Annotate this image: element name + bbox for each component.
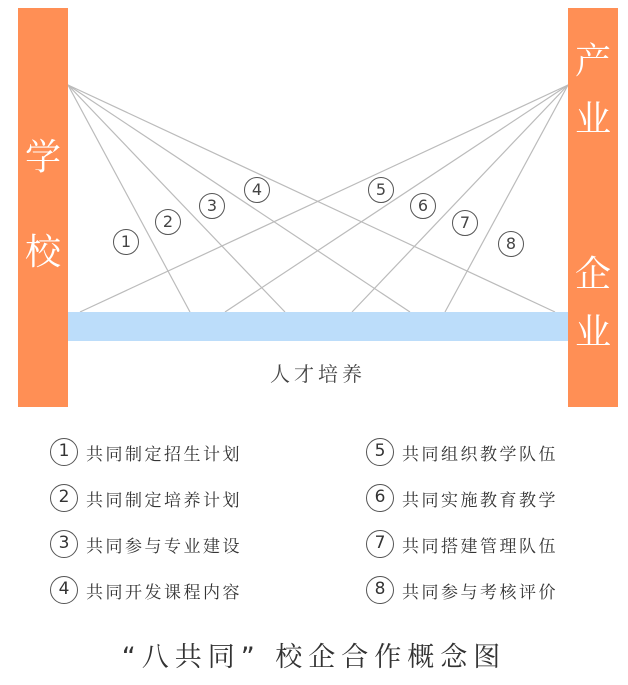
diagram-number-4: 4: [244, 177, 270, 203]
line-industry-to-5: [80, 85, 568, 312]
diagram-number-5: 5: [368, 177, 394, 203]
diagram-number-3: 3: [199, 193, 225, 219]
legend-text: 共同开发课程内容: [86, 583, 242, 603]
legend-text: 共同组织教学队伍: [402, 445, 558, 465]
legend-text: 共同参与考核评价: [402, 583, 558, 603]
industry-char-1: 产: [574, 41, 611, 82]
enterprise-char-2: 业: [574, 312, 611, 353]
legend-text: 共同制定招生计划: [86, 445, 242, 465]
diagram-number-8: 8: [498, 231, 524, 257]
legend-number: 7: [366, 530, 394, 558]
legend-number: 5: [366, 438, 394, 466]
talent-beam: [68, 312, 568, 341]
diagram-number-7: 7: [452, 210, 478, 236]
school-char-2: 校: [24, 232, 61, 273]
legend-number: 1: [50, 438, 78, 466]
diagram-number-2: 2: [155, 209, 181, 235]
diagram-title: “八共同” 校企合作概念图: [121, 642, 507, 673]
legend-text: 共同搭建管理队伍: [402, 537, 558, 557]
line-school-to-4: [68, 85, 555, 312]
legend-text: 共同参与专业建设: [86, 537, 242, 557]
legend-number: 8: [366, 576, 394, 604]
line-school-to-3: [68, 85, 410, 312]
legend-number: 3: [50, 530, 78, 558]
industry-pillar: [568, 8, 618, 407]
legend-text: 共同实施教育教学: [402, 491, 558, 511]
line-school-to-1: [68, 85, 190, 312]
school-lines: [68, 85, 555, 312]
legend-number: 2: [50, 484, 78, 512]
industry-lines: [80, 85, 568, 312]
line-industry-to-8: [445, 85, 568, 312]
industry-char-2: 业: [574, 99, 611, 140]
beam-label: 人才培养: [270, 362, 366, 386]
legend-number: 4: [50, 576, 78, 604]
diagram-number-6: 6: [410, 193, 436, 219]
school-char-1: 学: [24, 137, 61, 178]
line-industry-to-6: [225, 85, 568, 312]
enterprise-char-1: 企: [574, 254, 611, 295]
legend-number: 6: [366, 484, 394, 512]
school-pillar: [18, 8, 68, 407]
legend-text: 共同制定培养计划: [86, 491, 242, 511]
diagram-number-1: 1: [113, 229, 139, 255]
